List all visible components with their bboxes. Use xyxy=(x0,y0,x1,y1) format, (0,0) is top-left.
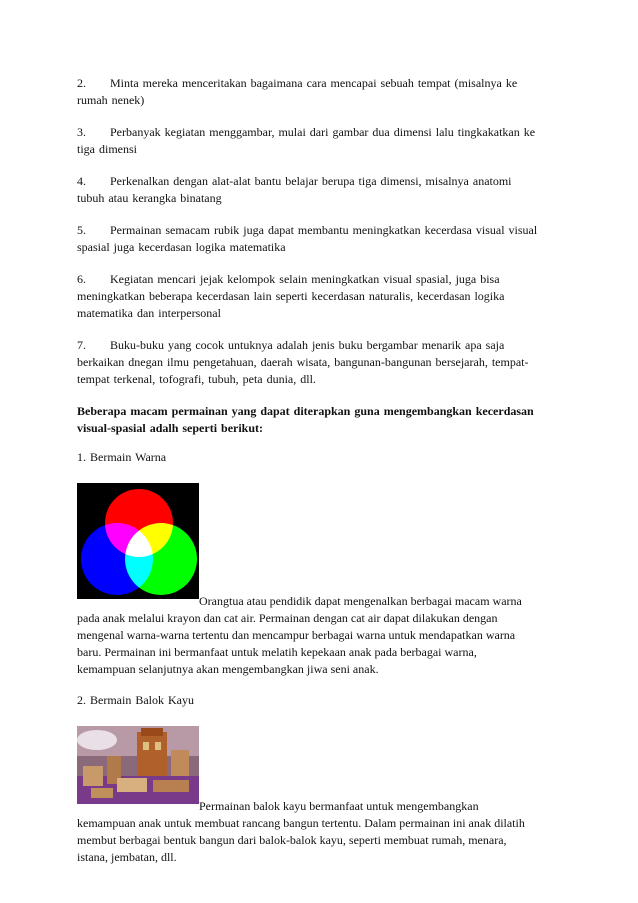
item-text: Minta mereka menceritakan bagaimana cara mencapai sebuah tempat (misalnya ke xyxy=(110,76,518,90)
item-text: spasial juga kecerdasan logika matematika xyxy=(77,240,286,254)
figure-color-mixing xyxy=(77,483,563,599)
list-item-5 xyxy=(77,222,563,256)
item-text: Perbanyak kegiatan menggambar, mulai dari gambar dua dimensi lalu tingkakatkan ke xyxy=(110,125,536,139)
wooden-blocks-photo-icon xyxy=(77,726,199,804)
wooden-blocks-image xyxy=(77,726,199,804)
list-item-6 xyxy=(77,271,563,322)
item-text: tiga dimensi xyxy=(77,142,137,156)
figure-wooden-blocks xyxy=(77,726,563,804)
item-text: Buku-buku yang cocok untuknya adalah jenis buku bergambar menarik apa saja xyxy=(110,338,505,352)
caption-line: baru. Permainan ini bermanfaat untuk melatih kepekaan anak pada berbagai warna, xyxy=(77,645,477,659)
item-text: tempat terkenal, tofografi, tubuh, peta dunia, dll. xyxy=(77,372,316,386)
caption-warna xyxy=(77,593,563,678)
list-item-7 xyxy=(77,337,563,388)
section-title-balok: 2. Bermain Balok Kayu xyxy=(77,693,194,707)
section-title-warna: 1. Bermain Warna xyxy=(77,450,167,464)
caption-start: Orangtua atau pendidik dapat mengenalkan berbagai macam warna xyxy=(199,594,522,608)
item-number: 3. xyxy=(77,125,86,139)
item-text: matematika dan interpersonal xyxy=(77,306,221,320)
item-text: Kegiatan mencari jejak kelompok selain meningkatkan visual spasial, juga bisa xyxy=(110,272,500,286)
item-text: Perkenalkan dengan alat-alat bantu belajar berupa tiga dimensi, misalnya anatomi xyxy=(110,174,512,188)
item-number: 7. xyxy=(77,338,86,352)
item-number: 2. xyxy=(77,76,86,90)
item-number: 6. xyxy=(77,272,86,286)
list-item-4 xyxy=(77,173,563,207)
caption-line: istana, jembatan, dll. xyxy=(77,850,177,864)
color-mixing-image xyxy=(77,483,199,599)
rgb-venn-icon xyxy=(77,483,199,599)
list-item-3 xyxy=(77,124,563,158)
caption-line: mengenal warna-warna tertentu dan mencampur berbagai warna untuk mendapatkan warna xyxy=(77,628,516,642)
item-text: Permainan semacam rubik juga dapat membantu meningkatkan kecerdasa visual visual xyxy=(110,223,538,237)
item-text: berkaikan dnegan ilmu pengetahuan, daerah wisata, bangunan-bangunan bersejarah, tempat- xyxy=(77,355,529,369)
caption-balok xyxy=(77,798,563,866)
item-text: meningkatkan beberapa kecerdasan lain seperti kecerdasan naturalis, kecerdasan logika xyxy=(77,289,505,303)
document-page xyxy=(77,75,563,866)
caption-line: kemampuan anak untuk membuat rancang bangun tertentu. Dalam permainan ini anak dilatih xyxy=(77,816,525,830)
item-text: tubuh atau kerangka binatang xyxy=(77,191,222,205)
caption-line: pada anak melalui krayon dan cat air. Permainan dengan cat air dapat dilakukan dengan xyxy=(77,611,498,625)
item-number: 4. xyxy=(77,174,86,188)
item-text: rumah nenek) xyxy=(77,93,145,107)
list-item-2 xyxy=(77,75,563,109)
item-number: 5. xyxy=(77,223,86,237)
caption-line: membut berbagai bentuk bangun dari balok-balok kayu, seperti membuat rumah, menara, xyxy=(77,833,507,847)
caption-start: Permainan balok kayu bermanfaat untuk mengembangkan xyxy=(199,799,479,813)
section-heading: Beberapa macam permainan yang dapat diterapkan guna mengembangkan kecerdasan visual-spasial adalh seperti berikut: xyxy=(77,404,534,435)
caption-line: kemampuan selanjutnya akan mengembangkan jiwa seni anak. xyxy=(77,662,379,676)
